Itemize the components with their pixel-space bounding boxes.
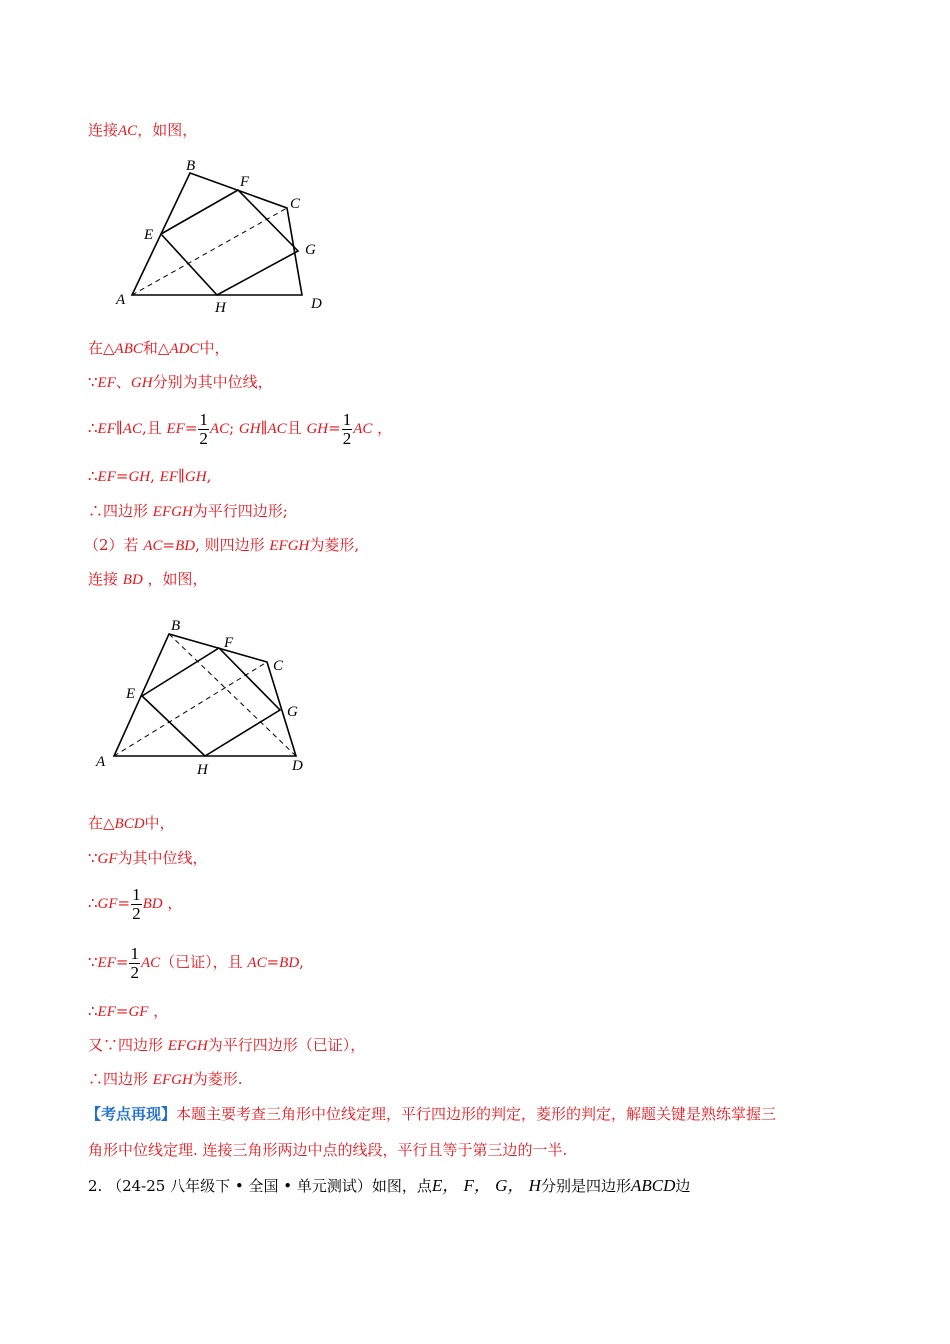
solution-line: 连接 BD ，如图， [88, 570, 208, 588]
solution-line: 在△BCD中， [88, 814, 175, 832]
label-b: B [171, 618, 181, 634]
fraction-half: $\frac{1}{2}$ [199, 409, 208, 448]
key-point-summary: 【考点再现】本题主要考查三角形中位线定理，平行四边形的判定，菱形的判定，解题关键是熟练掌握三 [86, 1105, 777, 1123]
label-g: G [287, 704, 298, 720]
label-g: G [305, 242, 316, 258]
fraction-half: $\frac{1}{2}$ [342, 409, 352, 448]
label-c: C [290, 196, 301, 212]
solution-line: 连接AC，如图， [88, 121, 198, 139]
solution-line: ∴GF= $\frac{1}{2}$ BD ， [88, 884, 183, 923]
label-a: A [96, 754, 106, 770]
solution-line: ∵GF为其中位线， [88, 849, 208, 867]
label-d: D [292, 758, 303, 774]
solution-line: 又∵四边形 EFGH为平行四边形（已证）， [88, 1036, 366, 1054]
quadrilateral-figure-2 [90, 612, 320, 782]
key-point-summary-cont: 角形中位线定理. 连接三角形两边中点的线段，平行且等于第三边的一半. [88, 1141, 568, 1159]
solution-line: ∴四边形 EFGH为平行四边形; [88, 502, 288, 520]
label-e: E [144, 227, 154, 243]
label-f: F [224, 635, 234, 651]
label-h: H [215, 300, 226, 316]
key-point-tag: 【考点再现】 [86, 1105, 177, 1123]
label-e: E [126, 686, 136, 702]
solution-line: 在△ABC和△ADC中， [88, 339, 230, 357]
fraction-half: $\frac{1}{2}$ [130, 943, 139, 982]
solution-line: ∴EF∥AC,且 EF= $\frac{1}{2}$ AC; GH∥AC且 GH= $\frac{1}{2}$ AC ， [88, 409, 393, 448]
label-f: F [240, 174, 250, 190]
quad-abcd [114, 634, 296, 756]
solution-line: ∴EF=GF ， [88, 1002, 169, 1020]
label-c: C [273, 658, 284, 674]
quadrilateral-figure-1 [110, 150, 340, 320]
solution-line: ∵EF、GH分别为其中位线， [88, 373, 273, 391]
label-a: A [116, 292, 126, 308]
solution-line: ∴四边形 EFGH为菱形. [88, 1070, 243, 1088]
quad-efgh [142, 648, 280, 756]
solution-line: （2）若 AC=BD, 则四边形 EFGH为菱形, [84, 536, 360, 554]
label-d: D [311, 296, 322, 312]
quad-efgh [161, 190, 298, 295]
label-h: H [197, 762, 208, 778]
label-b: B [186, 158, 196, 174]
question-2: 2. （24-25 八年级下 • 全国 • 单元测试）如图，点E， F， G， H分别是四边形ABCD边 [88, 1176, 691, 1195]
solution-line: ∵EF= $\frac{1}{2}$ AC（已证），且 AC=BD, [88, 943, 304, 982]
diagonal-ac [132, 208, 287, 295]
fraction-half: $\frac{1}{2}$ [132, 884, 141, 923]
solution-line: ∴EF=GH, EF∥GH, [88, 467, 212, 485]
quad-abcd [132, 173, 302, 295]
